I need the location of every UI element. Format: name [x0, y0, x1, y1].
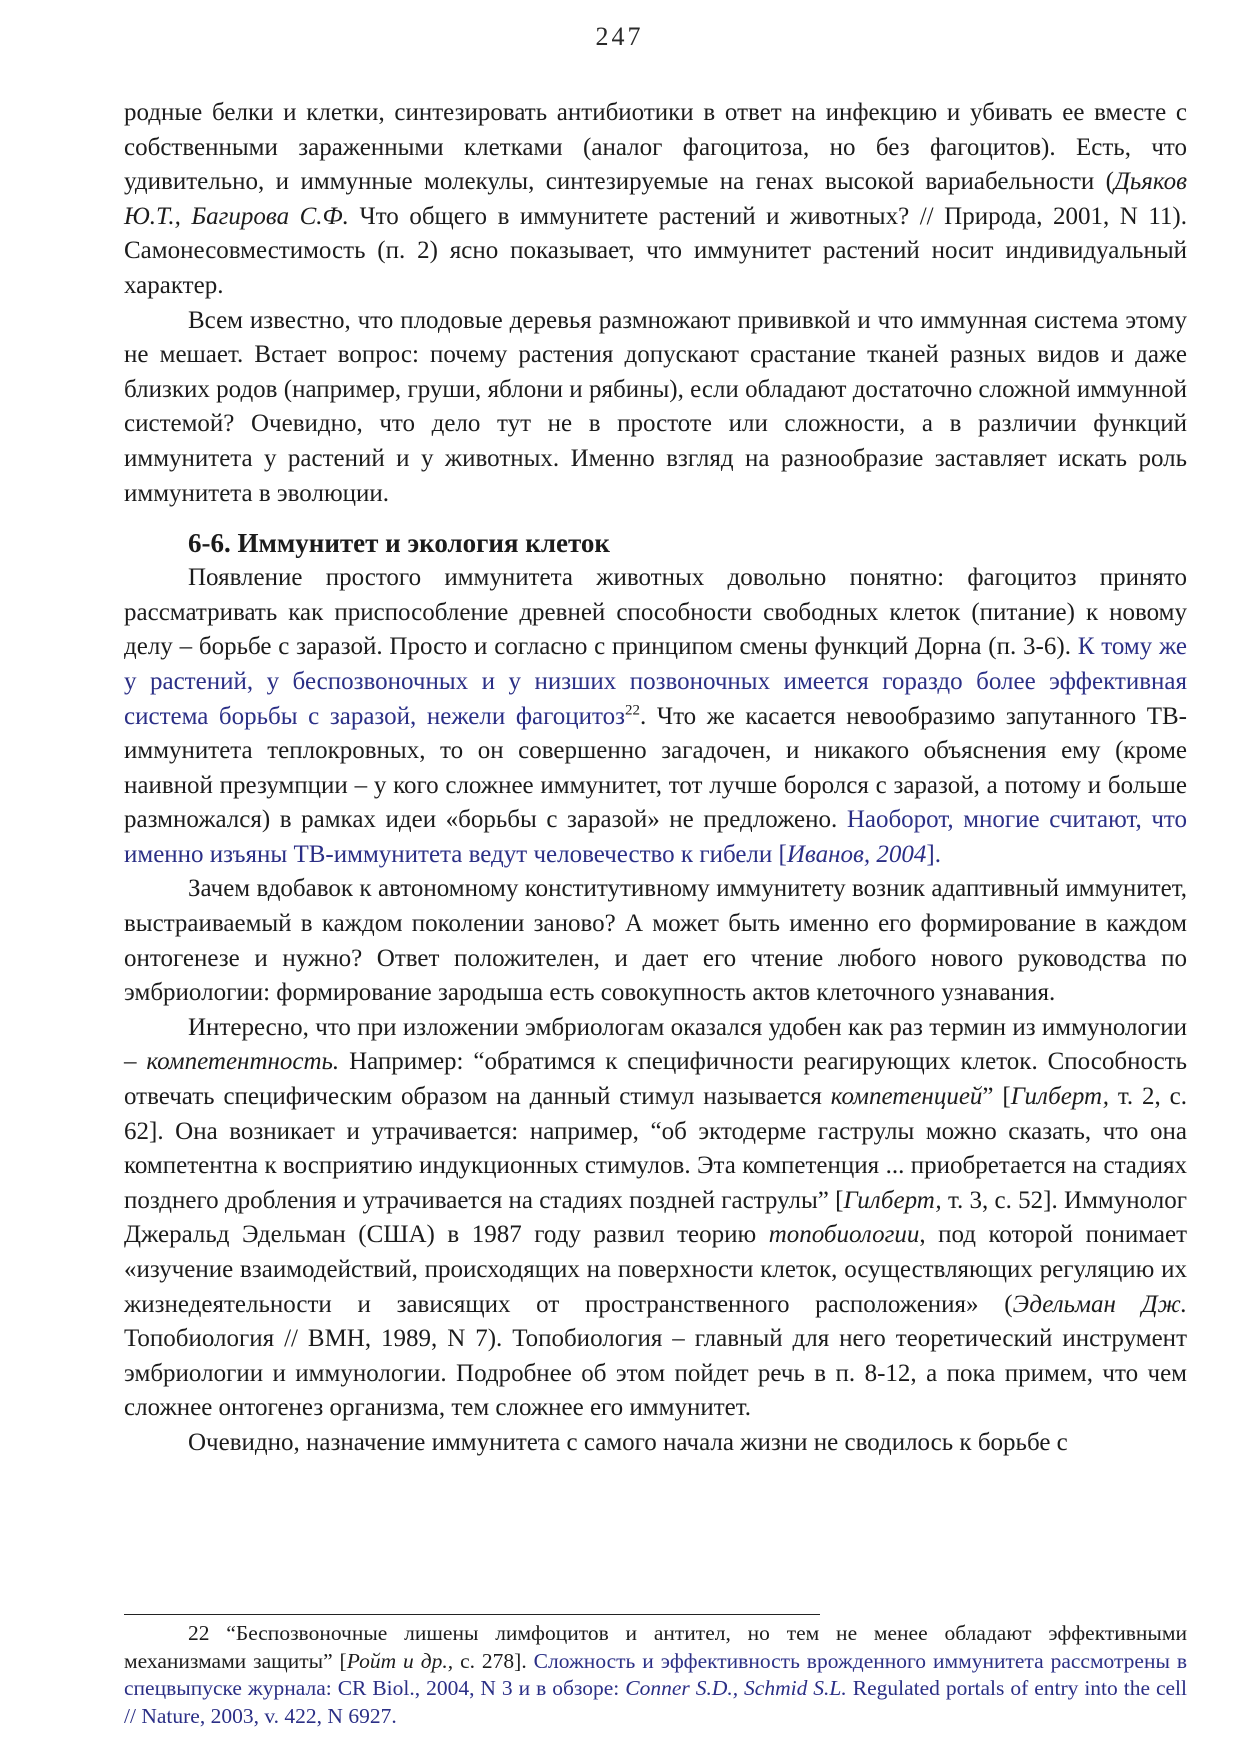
paragraph: [124, 872, 1187, 1010]
paragraph: [124, 304, 1187, 512]
text-span: Интересно, что при изложении эмбриологам оказался удобен как раз термин из иммунологии –: [124, 1013, 1187, 1076]
paragraph: [124, 1426, 1187, 1461]
footnote: [124, 1620, 1187, 1730]
paragraphs-main: [124, 561, 1187, 1460]
page-body: [124, 96, 1187, 1461]
text-span: т. 2, с. 62]. Она возникает и утрачивается: например, “об эктодерме гаструлы можно сказать, что она компетентна к восприятию индукционных стимулов. Эта компетенция ... приобретается на стадиях позднего дробления и утрачивается на стадиях поздней гаструлы” [: [124, 1083, 1187, 1214]
italic-span: Гилберт,: [1010, 1083, 1109, 1111]
text-span: Наоборот, многие считают, что именно изъяны ТВ-иммунитета ведут человечество к гибели [: [124, 806, 1187, 868]
italic-span: Эдельман Дж.: [1012, 1290, 1187, 1318]
text-span: Сложность и эффективность врожденного иммунитета рассмотрены в спецвыпуске журнала: CR Biol., 2004, N 3 и в обзоре:: [124, 1648, 1188, 1700]
text-span: Появление простого иммунитета животных довольно понятно: фагоцитоз принято рассматривать как приспособление древней способности свободных клеток (питание) к новому делу – борьбе с заразой. Просто и согласно с принципом смены функций Дорна (п. 3-6).: [124, 564, 1187, 661]
paragraph: [124, 1011, 1187, 1426]
footnote-separator: [124, 1614, 820, 1615]
text-span: Всем известно, что плодовые деревья размножают прививкой и что иммунная система этому не мешает. Встает вопрос: почему растения допускают срастание тканей разных видов и даже близких родов (например, груши, яблони и рябины), если обладают достаточно сложной иммунной системой? Очевидно, что дело тут не в простоте или сложности, а в различии функций иммунитета у растений и у животных. Именно взгляд на разнообразие заставляет искать роль иммунитета в эволюции.: [124, 306, 1187, 507]
text-span: родные белки и клетки, синтезировать антибиотики в ответ на инфекцию и убивать ее вместе с собственными зараженными клетками (аналог фагоцитоза, но без фагоцитов). Есть, что удивительно, и иммунные молекулы, синтезируемые на генах высокой вариабельности (: [124, 99, 1187, 196]
footnote-ref: 22: [625, 702, 640, 719]
italic-span: компетентность.: [146, 1048, 340, 1076]
text-span: Что общего в иммунитете растений и животных? // Природа, 2001, N 11). Самонесовместимость (п. 2) ясно показывает, что иммунитет растений носит индивидуальный характер.: [124, 202, 1187, 299]
text-span: Например: “обратимся к специфичности реагирующих клеток. Способность отвечать специфическим образом на данный стимул называется: [124, 1048, 1187, 1111]
text-span: т. 3, с. 52]. Иммунолог Джеральд Эдельман (США) в 1987 году развил теорию: [124, 1186, 1187, 1249]
text-span: 22 “Беспозвоночные лишены лимфоцитов и антител, но тем не менее обладают эффективными механизмами защиты” [: [124, 1621, 1187, 1673]
section-heading: 6-6. Иммунитет и экология клеток: [188, 528, 610, 559]
text-span: Зачем вдобавок к автономному конститутивному иммунитету возник адаптивный иммунитет, выстраиваемый в каждом поколении заново? А может быть именно его формирование в каждом онтогенезе и нужно? Ответ положителен, и дает его чтение любого нового руководства по эмбриологии: формирование зародыша есть совокупность актов клеточного узнавания.: [124, 875, 1187, 1007]
text-span: К тому же у растений, у беспозвоночных и у низших позвоночных имеется гораздо более эффективная система борьбы с заразой, нежели фагоцитоз: [124, 633, 1187, 730]
paragraphs-top: [124, 96, 1187, 511]
text-span: Regulated portals of entry into the cell // Nature, 2003, v. 422, N 6927.: [124, 1676, 1187, 1728]
text-span: . Что же касается невообразимо запутанного ТВ-иммунитета теплокровных, то он совершенно загадочен, и никакого объяснения ему (кроме наивной презумпции – у кого сложнее иммунитет, тот лучше боролся с заразой, а потому и больше размножался) в рамках идеи «борьбы с заразой» не предложено.: [124, 702, 1187, 834]
paragraph: [124, 96, 1187, 304]
text-span: с. 278].: [453, 1648, 534, 1673]
italic-span: Иванов, 2004: [786, 840, 927, 868]
italic-span: Ройт и др.,: [346, 1648, 454, 1673]
italic-span: компетенцией: [830, 1083, 983, 1111]
italic-span: топобиологии: [768, 1221, 920, 1249]
italic-span: Дьяков Ю.Т., Багирова С.Ф.: [124, 168, 1187, 230]
italic-span: Гилберт,: [843, 1186, 942, 1214]
italic-span: Conner S.D., Schmid S.L.: [625, 1676, 847, 1700]
text-span: Очевидно, назначение иммунитета с самого начала жизни не сводилось к борьбе с: [188, 1428, 1068, 1456]
text-span: , под которой понимает «изучение взаимодействий, происходящих на поверхности клеток, осуществляющих регуляцию их жизнедеятельности и зависящих от пространственного расположения» (: [124, 1221, 1187, 1318]
page-number: 247: [595, 22, 644, 51]
text-span: ].: [926, 840, 941, 868]
text-span: Топобиология // ВМН, 1989, N 7). Топобиология – главный для него теоретический инструмент эмбриологии и иммунологии. Подробнее об этом пойдет речь в п. 8-12, а пока примем, что чем сложнее онтогенез организма, тем сложнее его иммунитет.: [124, 1325, 1187, 1422]
paragraph: [124, 561, 1187, 872]
text-span: ” [: [982, 1083, 1011, 1111]
